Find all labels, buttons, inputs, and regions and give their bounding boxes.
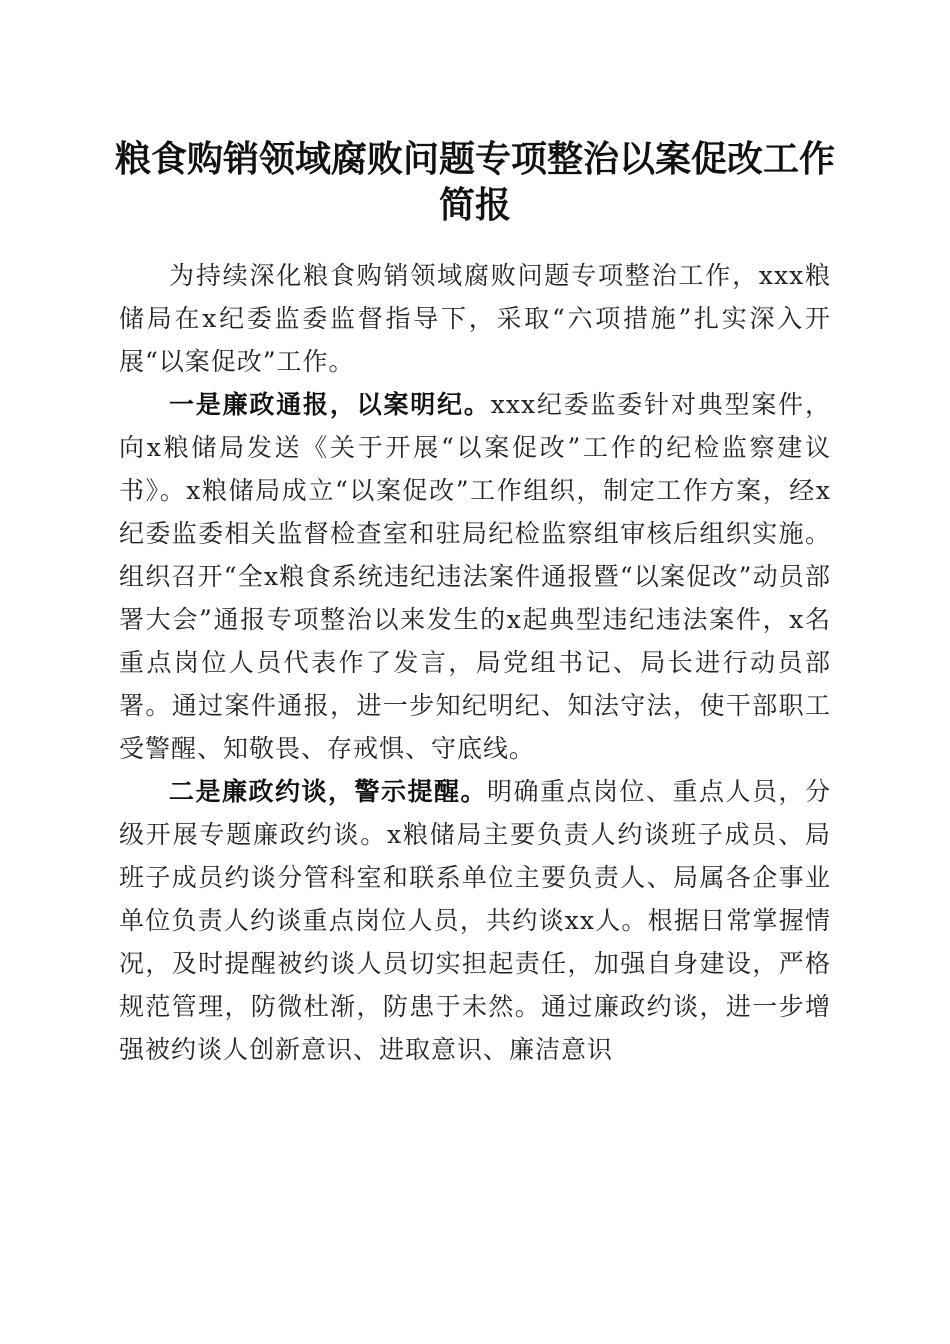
paragraph-text: 明确重点岗位、重点人员，分级开展专题廉政约谈。x粮储局主要负责人约谈班子成员、局班子成员约谈分管科室和联系单位主要负责人、局属各企事业单位负责人约谈重点岗位人员，共约谈xx人。根据日常掌握情况，及时提醒被约谈人员切实担起责任，加强自身建设，严格规范管理，防微杜渐，防患于未然。通过廉政约谈，进一步增强被约谈人创新意识、进取意识、廉洁意识	[119, 777, 831, 1064]
document-title	[100, 136, 850, 228]
title-line-1: 粮食购销领域腐败问题专项整治以案促改工作	[114, 138, 835, 180]
document-body	[119, 254, 831, 1071]
title-line-2: 简报	[438, 184, 511, 226]
paragraph-text: 为持续深化粮食购销领域腐败问题专项整治工作，xxx粮储局在x纪委监委监督指导下，采取“六项措施”扎实深入开展“以案促改”工作。	[119, 261, 831, 376]
paragraph-measure-1	[119, 383, 831, 770]
paragraph-measure-2	[119, 770, 831, 1071]
paragraph-lead: 二是廉政约谈，警示提醒。	[169, 777, 487, 806]
paragraph-intro	[119, 254, 831, 383]
paragraph-text: xxx纪委监委针对典型案件，向x粮储局发送《关于开展“以案促改”工作的纪检监察建议书》。x粮储局成立“以案促改”工作组织，制定工作方案，经x纪委监委相关监督检查室和驻局纪检监察组审核后组织实施。组织召开“全x粮食系统违纪违法案件通报暨“以案促改”动员部署大会”通报专项整治以来发生的x起典型违纪违法案件，x名重点岗位人员代表作了发言，局党组书记、局长进行动员部署。通过案件通报，进一步知纪明纪、知法守法，使干部职工受警醒、知敬畏、存戒惧、守底线。	[119, 390, 831, 763]
paragraph-lead: 一是廉政通报，以案明纪。	[169, 390, 491, 419]
